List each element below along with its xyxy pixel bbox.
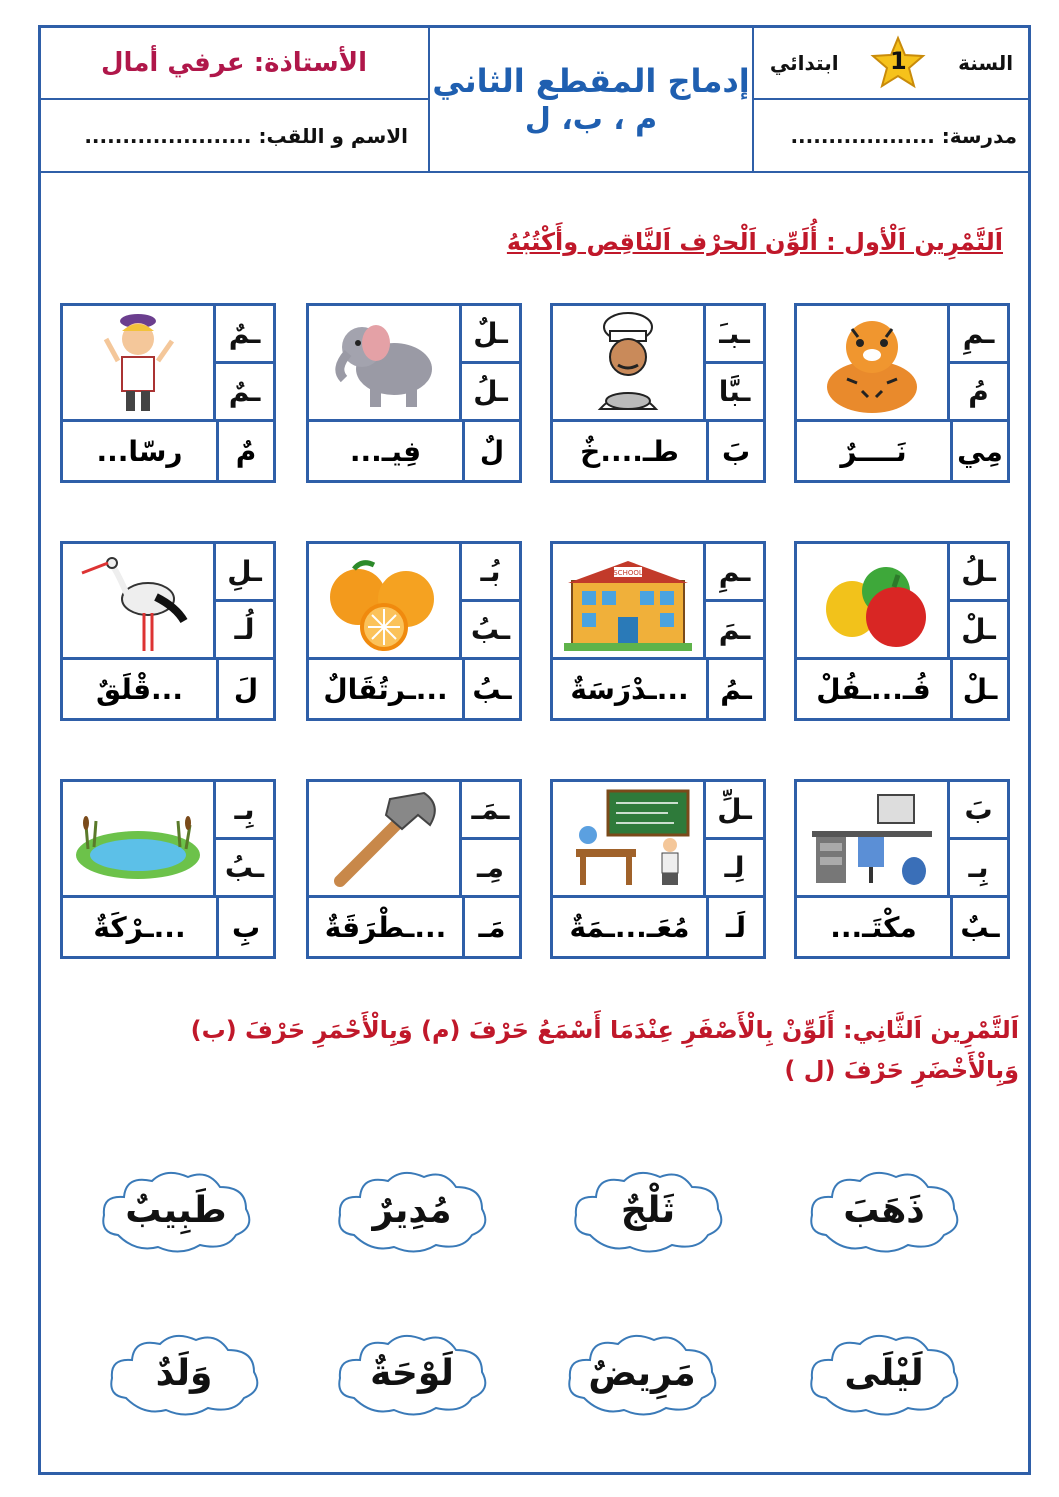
exercise2-line2: وَبِالْأَخْضَرِ حَرْفَ (ل ) [784,1056,1019,1084]
year-number: 1 [889,46,907,75]
exercise-card [794,779,1010,959]
cloud-word: ثَلْجٌ [620,1189,676,1231]
letter-answer[interactable]: بِ [216,898,273,956]
exercise-card [794,303,1010,483]
letter-option[interactable]: ـمَ [706,602,763,660]
incomplete-word: مكْتَـ... [830,910,917,944]
word-cloud[interactable] [562,1328,722,1418]
letter-answer[interactable]: ـبٌ [950,898,1007,956]
school-field[interactable]: مدرسة: ................... [790,123,1017,148]
exercise1-title: اَلتَّمْرِين اَلْأول : أُلَوِّن اَلْحرْف اَلنَّاقِص وأَكْتُبُهُ [506,228,1003,256]
incomplete-word: رسّا... [96,434,183,468]
chef-icon [553,306,706,422]
letter-option[interactable]: ـبـَ [706,306,763,364]
letter-answer[interactable]: لٌ [462,422,519,480]
letter-option[interactable]: مِـ [462,840,519,898]
page-title: إدماج المقطع الثاني [432,61,750,100]
cloud-word: وَلَدٌ [155,1352,213,1394]
cloud-word: لَوْحَةٌ [370,1352,454,1394]
incomplete-word: مُعَـ...ـمَةٌ [569,910,690,944]
word-cloud[interactable] [332,1328,492,1418]
exercise-card [794,541,1010,721]
cloud-word: لَيْلَى [844,1352,924,1394]
letter-answer[interactable]: لَـ [706,898,763,956]
year-label: السنة [958,50,1014,75]
exercise-card [60,303,276,483]
exercise2-title [39,1010,1019,1090]
letter-option[interactable]: بَ [950,782,1007,840]
exercise-card [60,779,276,959]
incomplete-word: ...ـرتُقَالٌ [323,672,448,706]
letter-answer[interactable]: لَ [216,660,273,718]
letter-option[interactable]: ـمِ [950,306,1007,364]
tiger-icon [797,306,950,422]
letter-option[interactable]: بِـ [216,782,273,840]
hammer-icon [309,782,462,898]
letter-option[interactable]: لِـ [706,840,763,898]
svg-text:SCHOOL: SCHOOL [613,568,643,577]
cloud-word: طَبِيبٌ [125,1189,227,1231]
incomplete-word: نَــــرٌ [840,434,907,468]
title-cell [428,25,754,173]
letter-answer[interactable]: ـلْ [950,660,1007,718]
incomplete-word: ...ـرْكَةٌ [93,910,186,944]
letter-answer[interactable]: مَـ [462,898,519,956]
level-label: ابتدائي [769,50,839,75]
name-field[interactable]: الاسم و اللقب: ...................... [84,123,408,148]
teacher-name: الأستاذة: عرفي أمال [101,47,368,78]
letter-answer[interactable]: مِي [950,422,1007,480]
exercise-card [306,779,522,959]
desk-icon [797,782,950,898]
letter-option[interactable]: ـبَّا [706,364,763,422]
teacher-cell [38,25,430,100]
word-cloud[interactable] [104,1328,264,1418]
letter-answer[interactable]: مٌ [216,422,273,480]
stork-icon [63,544,216,660]
exercise-card [550,779,766,959]
cloud-word: مُدِيرٌ [372,1189,452,1231]
exercise-card [550,303,766,483]
word-cloud[interactable] [96,1165,256,1255]
letter-option[interactable]: ـبُ [462,602,519,660]
teacher-icon [553,782,706,898]
letter-option[interactable]: ـمَـ [462,782,519,840]
exercise-card [306,303,522,483]
letter-answer[interactable]: ـمُ [706,660,763,718]
incomplete-word: ...قْلَقٌ [96,672,183,706]
incomplete-word: طـ....خٌ [580,434,679,468]
letter-option[interactable]: ـلُ [950,544,1007,602]
letter-option[interactable]: ـلٌ [462,306,519,364]
letter-option[interactable]: ـلْ [950,602,1007,660]
name-cell [38,98,430,173]
letter-option[interactable]: ـبُ [216,840,273,898]
incomplete-word: ...ـدْرَسَةٌ [570,672,689,706]
letter-option[interactable]: ـلِ [216,544,273,602]
painter-icon [63,306,216,422]
pond-icon [63,782,216,898]
incomplete-word: فُـ...ـفُلْ [816,672,931,706]
letter-option[interactable]: ـلِّ [706,782,763,840]
page-subtitle: م ، ب، ل [524,101,658,137]
incomplete-word: فِيـ... [349,434,422,468]
letter-option[interactable]: لُـ [216,602,273,660]
letter-option[interactable]: بِـ [950,840,1007,898]
incomplete-word: ...ـطْرَقَةٌ [324,910,447,944]
word-cloud[interactable] [804,1328,964,1418]
letter-option[interactable]: ـلُ [462,364,519,422]
word-cloud[interactable] [568,1165,728,1255]
elephant-icon [309,306,462,422]
word-cloud[interactable] [804,1165,964,1255]
cloud-word: مَرِيضٌ [588,1352,696,1394]
letter-option[interactable]: مُ [950,364,1007,422]
exercise2-line1: اَلتَّمْرِين اَلثَّانِي: أَلَوِّنْ بِالْأَصْفَرِ عِنْدَمَا أَسْمَعُ حَرْفَ (م) وَبِالْأَحْمَرِ حَرْفَ (ب) [190,1016,1019,1044]
word-cloud[interactable] [332,1165,492,1255]
cloud-word: ذَهَبَ [843,1189,925,1231]
letter-option[interactable]: ـمٌ [216,306,273,364]
letter-option[interactable]: ـمٌ [216,364,273,422]
letter-option[interactable]: ـمِ [706,544,763,602]
school-cell [752,98,1031,173]
letter-answer[interactable]: بَ [706,422,763,480]
orange-icon [309,544,462,660]
exercise-card [306,541,522,721]
star-icon [870,35,926,91]
exercise-card [60,541,276,721]
school-icon [553,544,706,660]
year-cell [752,25,1031,100]
pepper-icon [797,544,950,660]
letter-option[interactable]: بُـ [462,544,519,602]
exercise-card [550,541,766,721]
letter-answer[interactable]: ـبُ [462,660,519,718]
